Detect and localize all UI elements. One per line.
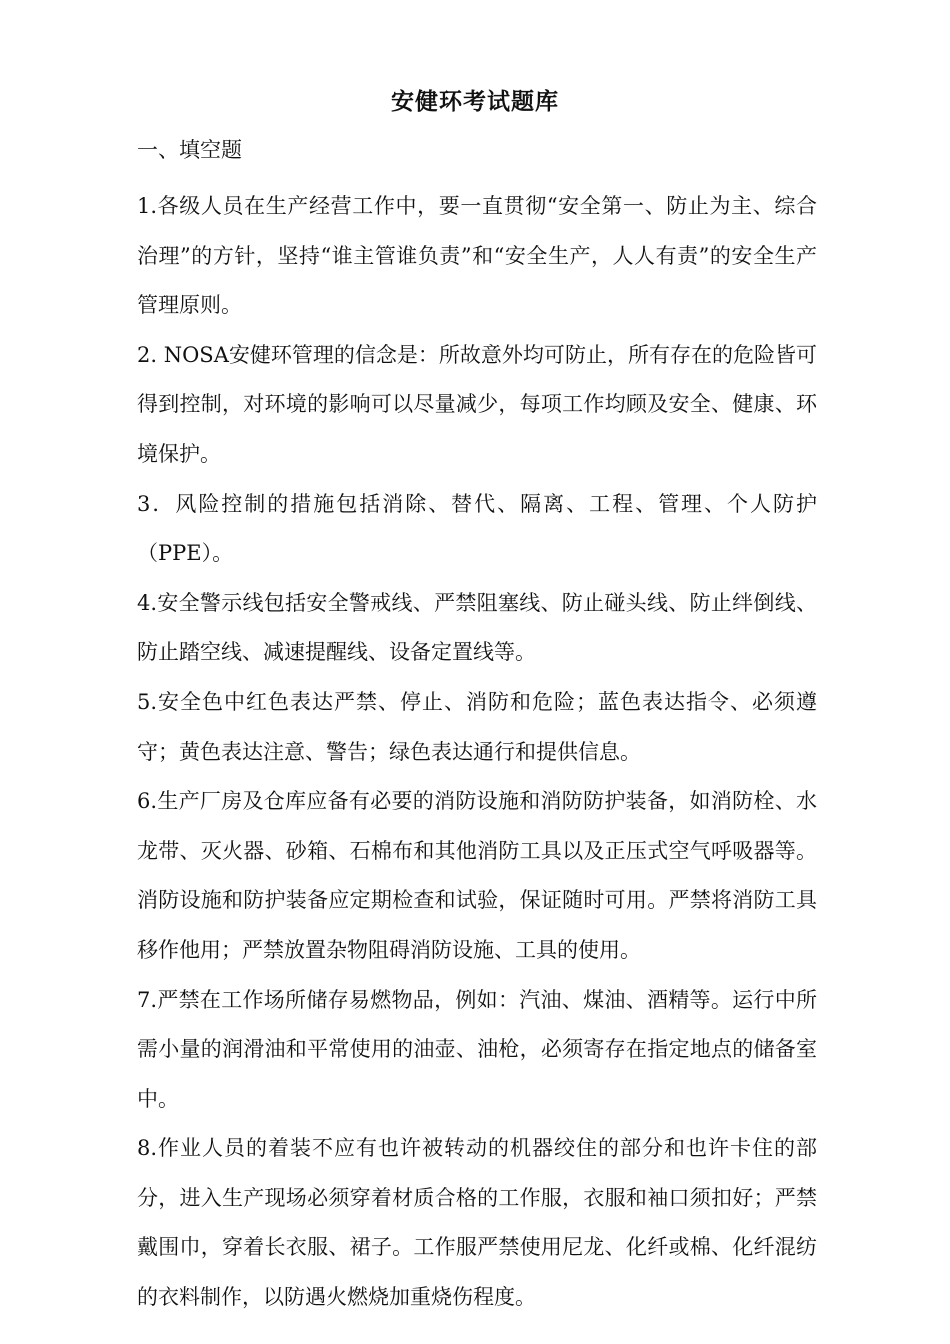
question-item-8: 8.作业人员的着装不应有也许被转动的机器绞住的部分和也许卡住的部分，进入生产现场必须穿着材质合格的工作服，衣服和袖口须扣好；严禁戴围巾，穿着长衣服、裙子。工作服严禁使用尼龙、化纤或棉、化纤混纺的衣料制作，以防遇火燃烧加重烧伤程度。 [137, 1136, 817, 1310]
document-title: 安健环考试题库 [391, 88, 559, 115]
question-item-7: 7.严禁在工作场所储存易燃物品，例如：汽油、煤油、酒精等。运行中所需小量的润滑油和平常使用的油壶、油枪，必须寄存在指定地点的储备室中。 [137, 987, 817, 1111]
question-item-1: 1.各级人员在生产经营工作中，要一直贯彻“安全第一、防止为主、综合治理”的方针，坚持“谁主管谁负责”和“安全生产，人人有责”的安全生产管理原则。 [137, 194, 817, 318]
question-item-5: 5.安全色中红色表达严禁、停止、消防和危险；蓝色表达指令、必须遵守；黄色表达注意、警告；绿色表达通行和提供信息。 [137, 689, 817, 764]
question-list [137, 182, 817, 1323]
question-item-3: 3．风险控制的措施包括消除、替代、隔离、工程、管理、个人防护（PPE）。 [137, 491, 817, 566]
section-heading: 一、填空题 [137, 138, 242, 162]
question-item-6: 6.生产厂房及仓库应备有必要的消防设施和消防防护装备，如消防栓、水龙带、灭火器、砂箱、石棉布和其他消防工具以及正压式空气呼吸器等。消防设施和防护装备应定期检查和试验，保证随时可用。严禁将消防工具移作他用；严禁放置杂物阻碍消防设施、工具的使用。 [137, 789, 817, 962]
question-item-2: 2. NOSA安健环管理的信念是：所故意外均可防止，所有存在的危险皆可得到控制，对环境的影响可以尽量减少，每项工作均顾及安全、健康、环境保护。 [137, 342, 817, 466]
question-item-4: 4.安全警示线包括安全警戒线、严禁阻塞线、防止碰头线、防止绊倒线、防止踏空线、减速提醒线、设备定置线等。 [137, 590, 817, 665]
